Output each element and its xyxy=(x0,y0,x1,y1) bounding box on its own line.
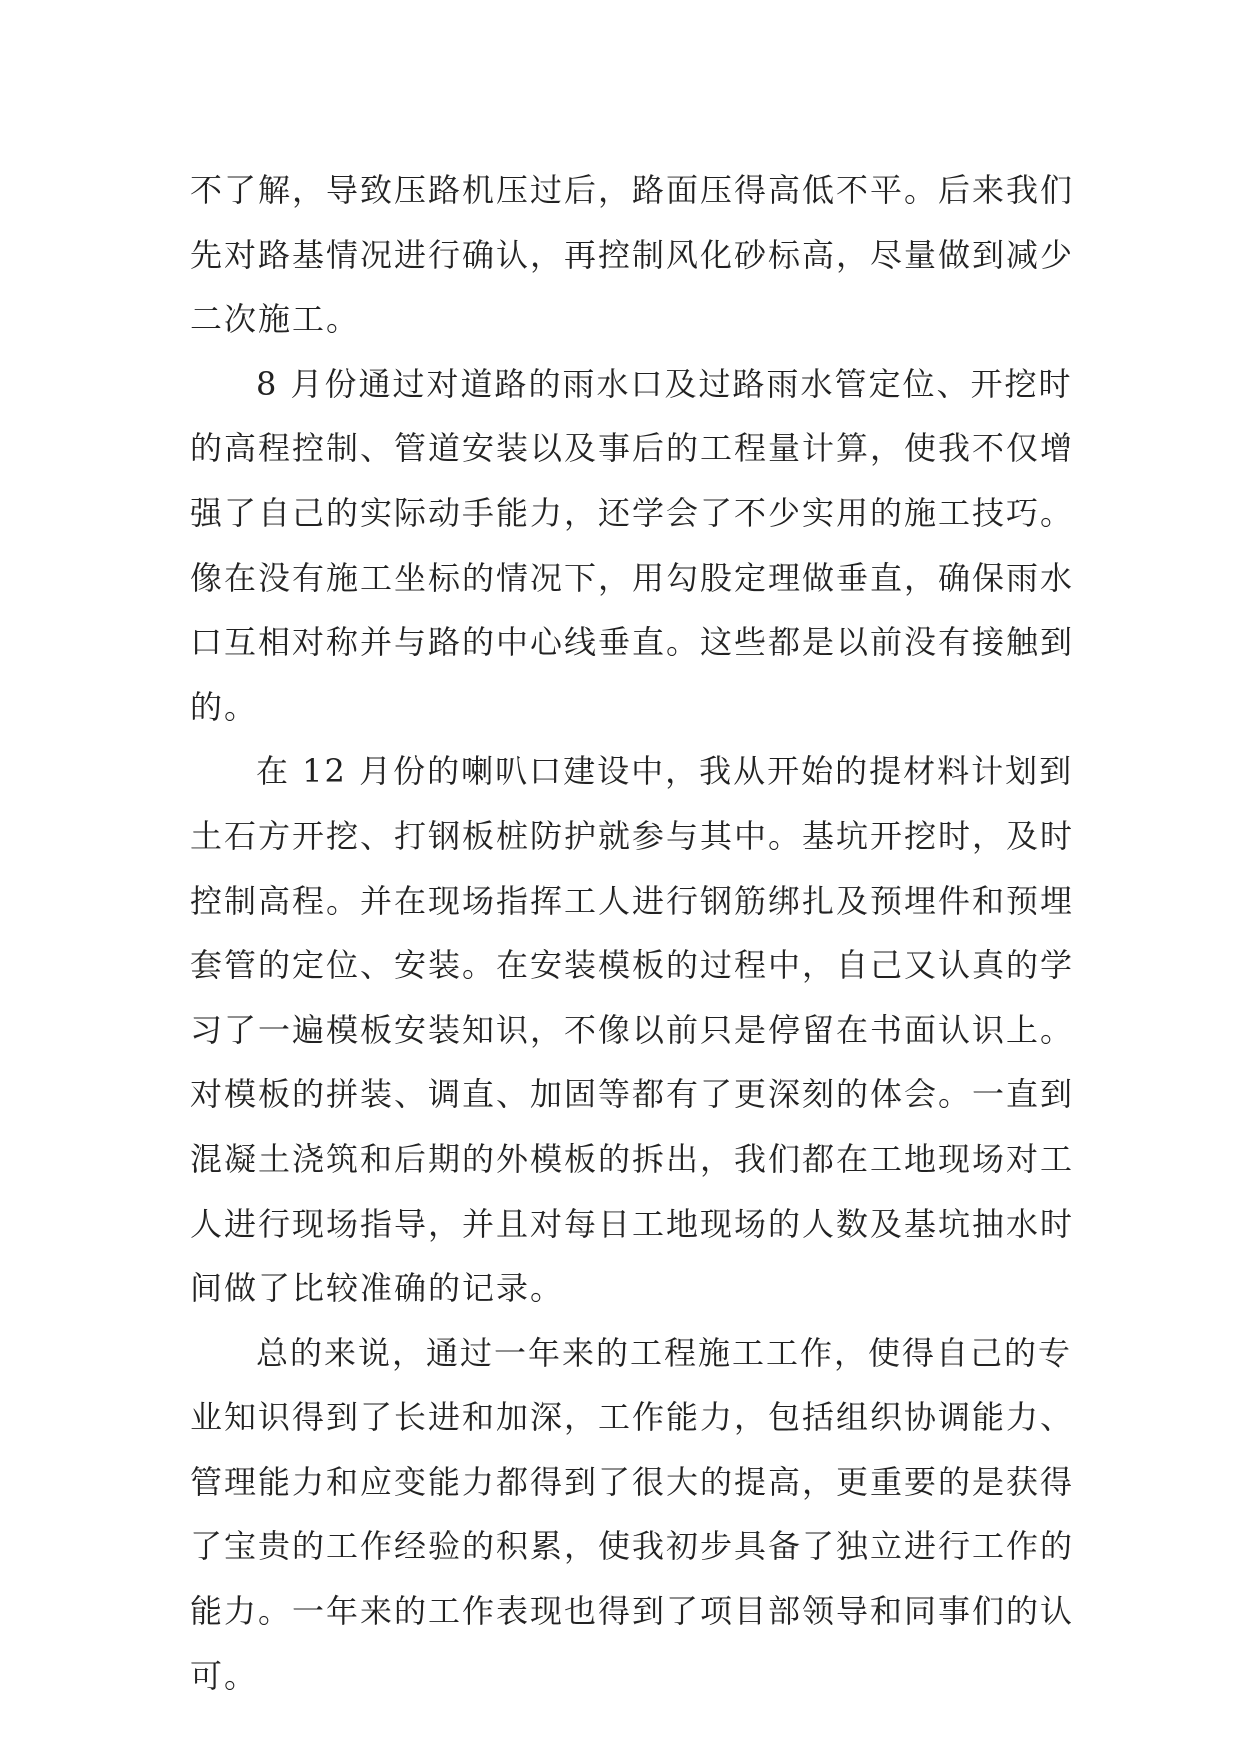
text-line: 土石方开挖、打钢板桩防护就参与其中。基坑开挖时，及时 xyxy=(190,816,1075,855)
text-line: 二次施工。 xyxy=(190,300,361,339)
text-line: 在 12 月份的喇叭口建设中，我从开始的提材料计划到 xyxy=(256,752,1074,791)
paragraph-1 xyxy=(190,158,1075,352)
text-line: 的高程控制、管道安装以及事后的工程量计算，使我不仅增 xyxy=(190,429,1075,468)
text-line: 控制高程。并在现场指挥工人进行钢筋绑扎及预埋件和预埋 xyxy=(190,881,1075,920)
body-text xyxy=(190,158,1075,1708)
text-line: 强了自己的实际动手能力，还学会了不少实用的施工技巧。 xyxy=(190,493,1075,532)
text-line: 对模板的拼装、调直、加固等都有了更深刻的体会。一直到 xyxy=(190,1075,1075,1114)
text-line: 不了解，导致压路机压过后，路面压得高低不平。后来我们 xyxy=(190,171,1075,209)
text-line: 能力。一年来的工作表现也得到了项目部领导和同事们的认 xyxy=(190,1592,1075,1631)
text-line: 了宝贵的工作经验的积累，使我初步具备了独立进行工作的 xyxy=(190,1527,1075,1566)
paragraph-2 xyxy=(190,352,1075,740)
text-line: 管理能力和应变能力都得到了很大的提高，更重要的是获得 xyxy=(190,1462,1075,1501)
text-line: 总的来说，通过一年来的工程施工工作，使得自己的专 xyxy=(256,1333,1073,1372)
text-line: 可。 xyxy=(190,1656,259,1695)
text-line: 的。 xyxy=(190,687,259,726)
text-line: 习了一遍模板安装知识，不像以前只是停留在书面认识上。 xyxy=(190,1010,1075,1049)
text-line: 先对路基情况进行确认，再控制风化砂标高，尽量做到减少 xyxy=(190,235,1075,274)
text-line: 套管的定位、安装。在安装模板的过程中，自己又认真的学 xyxy=(190,946,1075,985)
text-line: 间做了比较准确的记录。 xyxy=(190,1269,565,1308)
text-line: 像在没有施工坐标的情况下，用勾股定理做垂直，确保雨水 xyxy=(190,558,1075,597)
text-line: 人进行现场指导，并且对每日工地现场的人数及基坑抽水时 xyxy=(190,1204,1075,1243)
text-line: 口互相对称并与路的中心线垂直。这些都是以前没有接触到 xyxy=(190,623,1075,662)
paragraph-4 xyxy=(190,1321,1075,1709)
text-line: 8 月份通过对道路的雨水口及过路雨水管定位、开挖时 xyxy=(256,364,1073,403)
paragraph-3 xyxy=(190,739,1075,1320)
text-line: 业知识得到了长进和加深，工作能力，包括组织协调能力、 xyxy=(190,1398,1075,1437)
text-line: 混凝土浇筑和后期的外模板的拆出，我们都在工地现场对工 xyxy=(190,1139,1075,1178)
